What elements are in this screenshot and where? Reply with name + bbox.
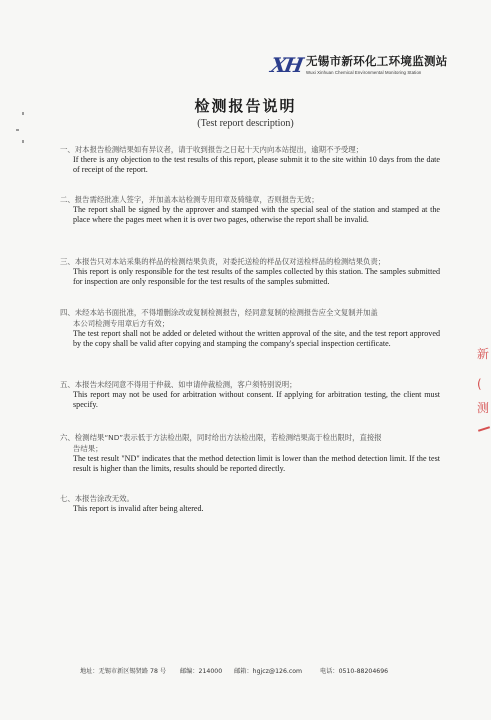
section-cn-text: 告结果； [73, 444, 103, 453]
footer-address: 地址：无锡市新区锡贤路 78 号 [80, 668, 167, 675]
org-name-en: Wuxi Xinhuan Chemical Environmental Monitoring Station [306, 70, 422, 75]
margin-mark [16, 129, 19, 131]
seal-stamp-edge [478, 426, 490, 432]
section-3 [60, 256, 440, 287]
section-2 [60, 194, 440, 225]
section-cn-text: 二、报告需经批准人签字，并加盖本站检测专用印章及骑缝章，否则报告无效； [60, 195, 319, 204]
section-en-text: This report is invalid after being altered. [73, 504, 204, 513]
section-5 [60, 379, 440, 410]
section-en-text: The test result "ND" indicates that the method detection limit is lower than the method detection limit. If the test result is higher than the limits, results should be reported directly. [73, 454, 440, 473]
seal-stamp-fragment: 新 [477, 347, 490, 361]
section-cn-text: 六、检测结果“ND”表示低于方法检出限，同时给出方法检出限，若检测结果高于检出限时，直接报 [60, 433, 382, 442]
section-cn-text: 一、对本报告检测结果如有异议者，请于收到报告之日起十天内向本站提出，逾期不予受理； [60, 145, 364, 154]
section-en-text: This report may not be used for arbitration without consent. If applying for arbitration testing, the client must specify. [73, 390, 440, 409]
footer-contact [80, 666, 440, 675]
section-1 [60, 144, 440, 175]
seal-stamp-fragment: 测 [477, 401, 490, 415]
section-en-text: This report is only responsible for the test results of the samples collected by this station. The samples submitted for inspection are only responsible for the test results of the samples submitted. [73, 267, 440, 286]
section-cn-text: 四、未经本站书面批准，不得增删涂改或复制检测报告，经同意复制的检测报告应全文复制并加盖 [60, 308, 378, 317]
margin-mark [22, 140, 24, 143]
section-cn-text: 五、本报告未经同意不得用于仲裁、如申请仲裁检测，客户须特别说明； [60, 380, 297, 389]
section-cn-text: 三、本报告只对本站采集的样品的检测结果负责，对委托送检的样品仅对送检样品的检测结果负责； [60, 257, 386, 266]
seal-stamp-fragment: ( [477, 377, 482, 391]
section-en-text: The report shall be signed by the approver and stamped with the special seal of the station and stamped at the place where the pages meet when it is over two pages, otherwise the report shall be invalid. [73, 205, 440, 224]
org-name-cn: 无锡市新环化工环境监测站 [306, 54, 448, 68]
footer-phone: 电话：0510-88204696 [320, 668, 389, 675]
section-6 [60, 432, 440, 474]
section-cn-text: 七、本报告涂改无效。 [60, 494, 134, 503]
section-cn-text: 本公司检测专用章后方有效； [73, 319, 170, 328]
section-en-text: The test report shall not be added or deleted without the written approval of the site, and the test report approved by the copy shall be valid after copying and stamping the company's special inspection certificate. [73, 329, 440, 348]
section-en-text: If there is any objection to the test results of this report, please submit it to the site within 10 days from the date of receipt of the report. [73, 155, 440, 174]
section-7 [60, 493, 440, 514]
page-subtitle: (Test report description) [197, 118, 294, 129]
footer-email: 邮箱：hgjcz@126.com [234, 668, 303, 675]
station-logo-icon: XH [268, 53, 304, 77]
footer-postcode: 邮编：214000 [180, 668, 223, 675]
section-4 [60, 307, 440, 349]
page-title: 检测报告说明 [194, 97, 297, 115]
